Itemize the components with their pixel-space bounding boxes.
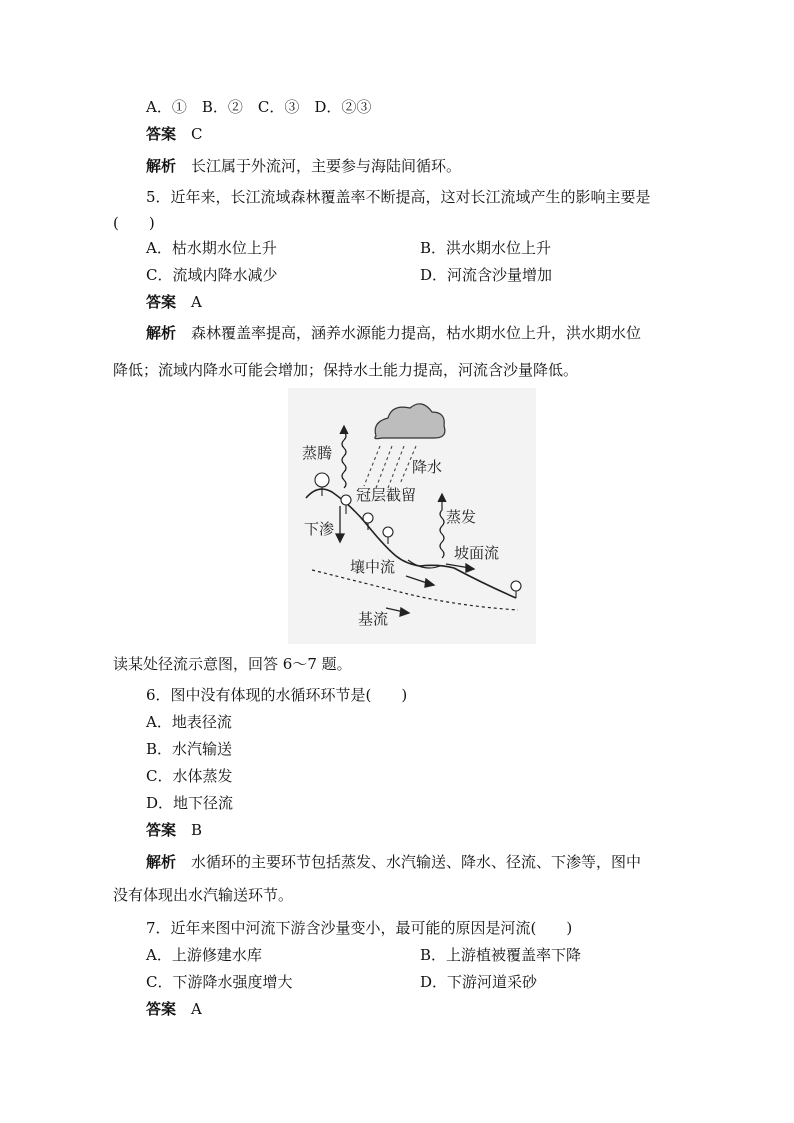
q7-stem: 7．近年来图中河流下游含沙量变小，最可能的原因是河流( ) bbox=[146, 919, 573, 937]
label-baseflow: 基流 bbox=[358, 610, 389, 628]
analysis-text: 水循环的主要环节包括蒸发、水汽输送、降水、径流、下渗等，图中 bbox=[191, 853, 642, 871]
q7-option-c: C．下游降水强度增大 bbox=[146, 973, 293, 991]
q7-option-a: A．上游修建水库 bbox=[146, 946, 262, 964]
analysis-label: 解析 bbox=[146, 324, 177, 342]
q6-option-a: A．地表径流 bbox=[146, 713, 232, 731]
label-evaporation: 蒸发 bbox=[446, 508, 477, 526]
label-canopy-interception: 冠层截留 bbox=[356, 486, 417, 504]
q6-option-d: D．地下径流 bbox=[146, 794, 234, 812]
q4-options: A．① B．② C．③ D．②③ bbox=[146, 98, 372, 116]
answer-value: C bbox=[191, 125, 203, 143]
answer-value: B bbox=[191, 821, 203, 839]
answer-label: 答案 bbox=[146, 125, 177, 143]
answer-value: A bbox=[191, 293, 202, 311]
q5-option-d: D．河流含沙量增加 bbox=[420, 266, 553, 284]
q5-option-a: A．枯水期水位上升 bbox=[146, 239, 277, 257]
q5-answer bbox=[146, 292, 202, 312]
q6-analysis bbox=[146, 852, 641, 872]
answer-value: A bbox=[191, 1000, 202, 1018]
analysis-label: 解析 bbox=[146, 853, 177, 871]
q5-option-c: C．流域内降水减少 bbox=[146, 266, 278, 284]
q4-analysis bbox=[146, 156, 461, 176]
label-slope-flow: 坡面流 bbox=[454, 544, 500, 562]
q5-option-b: B．洪水期水位上升 bbox=[420, 239, 552, 257]
q7-answer bbox=[146, 999, 202, 1019]
answer-label: 答案 bbox=[146, 821, 177, 839]
answer-label: 答案 bbox=[146, 1000, 177, 1018]
answer-label: 答案 bbox=[146, 293, 177, 311]
q6-answer bbox=[146, 820, 202, 840]
q6-option-c: C．水体蒸发 bbox=[146, 767, 233, 785]
intro-text: 读某处径流示意图，回答 6～7 题。 bbox=[113, 655, 352, 673]
q5-analysis-cont: 降低；流域内降水可能会增加；保持水土能力提高，河流含沙量降低。 bbox=[113, 361, 579, 379]
runoff-diagram bbox=[288, 388, 536, 644]
q7-option-b: B．上游植被覆盖率下降 bbox=[420, 946, 582, 964]
label-transpiration: 蒸腾 bbox=[302, 444, 333, 462]
analysis-text: 森林覆盖率提高，涵养水源能力提高，枯水期水位上升，洪水期水位 bbox=[191, 324, 642, 342]
q5-analysis bbox=[146, 323, 641, 343]
analysis-text: 长江属于外流河，主要参与海陆间循环。 bbox=[191, 157, 462, 175]
q5-stem: 5．近年来，长江流域森林覆盖率不断提高，这对长江流域产生的影响主要是 bbox=[146, 188, 651, 206]
label-infiltration: 下渗 bbox=[304, 520, 335, 538]
label-precipitation: 降水 bbox=[412, 458, 443, 476]
q6-analysis-cont: 没有体现出水汽输送环节。 bbox=[113, 886, 294, 904]
analysis-label: 解析 bbox=[146, 157, 177, 175]
q7-option-d: D．下游河道采砂 bbox=[420, 973, 538, 991]
label-interflow: 壤中流 bbox=[350, 558, 396, 576]
q6-stem: 6．图中没有体现的水循环环节是( ) bbox=[146, 686, 408, 704]
q5-stem-bracket: ( ) bbox=[113, 214, 155, 232]
q4-answer bbox=[146, 124, 203, 144]
q6-option-b: B．水汽输送 bbox=[146, 740, 233, 758]
